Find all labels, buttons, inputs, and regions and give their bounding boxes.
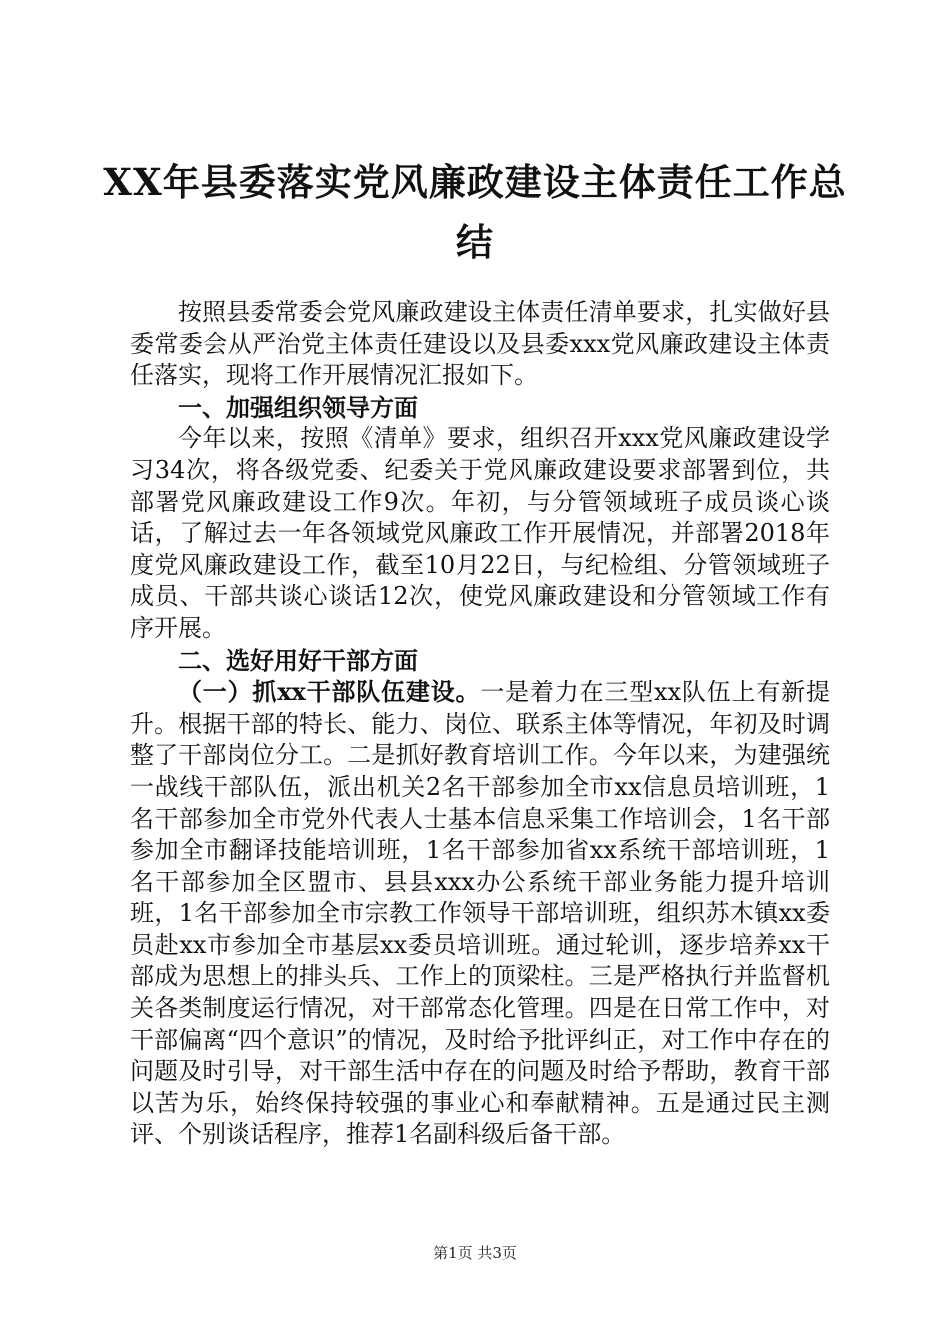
section2-body-text: 一是着力在三型xx队伍上有新提升。根据干部的特长、能力、岗位、联系主体等情况，年初及时调整了干部岗位分工。二是抓好教育培训工作。今年以来，为建强统一战线干部队伍，派出机关2名干部参加全市xx信息员培训班，1名干部参加全市党外代表人士基本信息采集工作培训会，1名干部参加全市翻译技能培训班，1名干部参加省xx系统干部培训班，1名干部参加全区盟市、县县xxx办公系统干部业务能力提升培训班，1名干部参加全市宗教工作领导干部培训班，组织苏木镇xx委员赴xx市参加全市基层xx委员培训班。通过轮训，逐步培养xx干部成为思想上的排头兵、工作上的顶梁柱。三是严格执行并监督机关各类制度运行情况，对干部常态化管理。四是在日常工作中，对干部偏离“四个意识”的情况，及时给予批评纠正，对工作中存在的问题及时引导，对干部生活中存在的问题及时给予帮助，教育干部以苦为乐，始终保持较强的事业心和奉献精神。五是通过民主测评、个别谈话程序，推荐1名副科级后备干部。 — [130, 678, 830, 1149]
section1-heading: 一、加强组织领导方面 — [178, 392, 418, 422]
page-number-footer: 第1页 共3页 — [433, 1244, 517, 1262]
document-body — [130, 297, 830, 1151]
document-title-line1: XX年县委落实党风廉政建设主体责任工作总 — [103, 160, 847, 204]
section2-heading: 二、选好用好干部方面 — [178, 645, 418, 675]
intro-paragraph: 按照县委常委会党风廉政建设主体责任清单要求，扎实做好县委常委会从严治党主体责任建设以及县委xxx党风廉政建设主体责任落实，现将工作开展情况汇报如下。 — [130, 298, 830, 390]
section2-sub-heading: （一）抓xx干部队伍建设。 — [178, 677, 481, 707]
document-title-line2: 结 — [456, 220, 494, 264]
section2-paragraph — [130, 676, 830, 1151]
section1-paragraph: 今年以来，按照《清单》要求，组织召开xxx党风廉政建设学习34次，将各级党委、纪委关于党风廉政建设要求部署到位，共部署党风廉政建设工作9次。年初，与分管领域班子成员谈心谈话，了解过去一年各领域党风廉政工作开展情况，并部署2018年度党风廉政建设工作，截至10月22日，与纪检组、分管领域班子成员、干部共谈心谈话12次，使党风廉政建设和分管领域工作有序开展。 — [130, 424, 830, 642]
